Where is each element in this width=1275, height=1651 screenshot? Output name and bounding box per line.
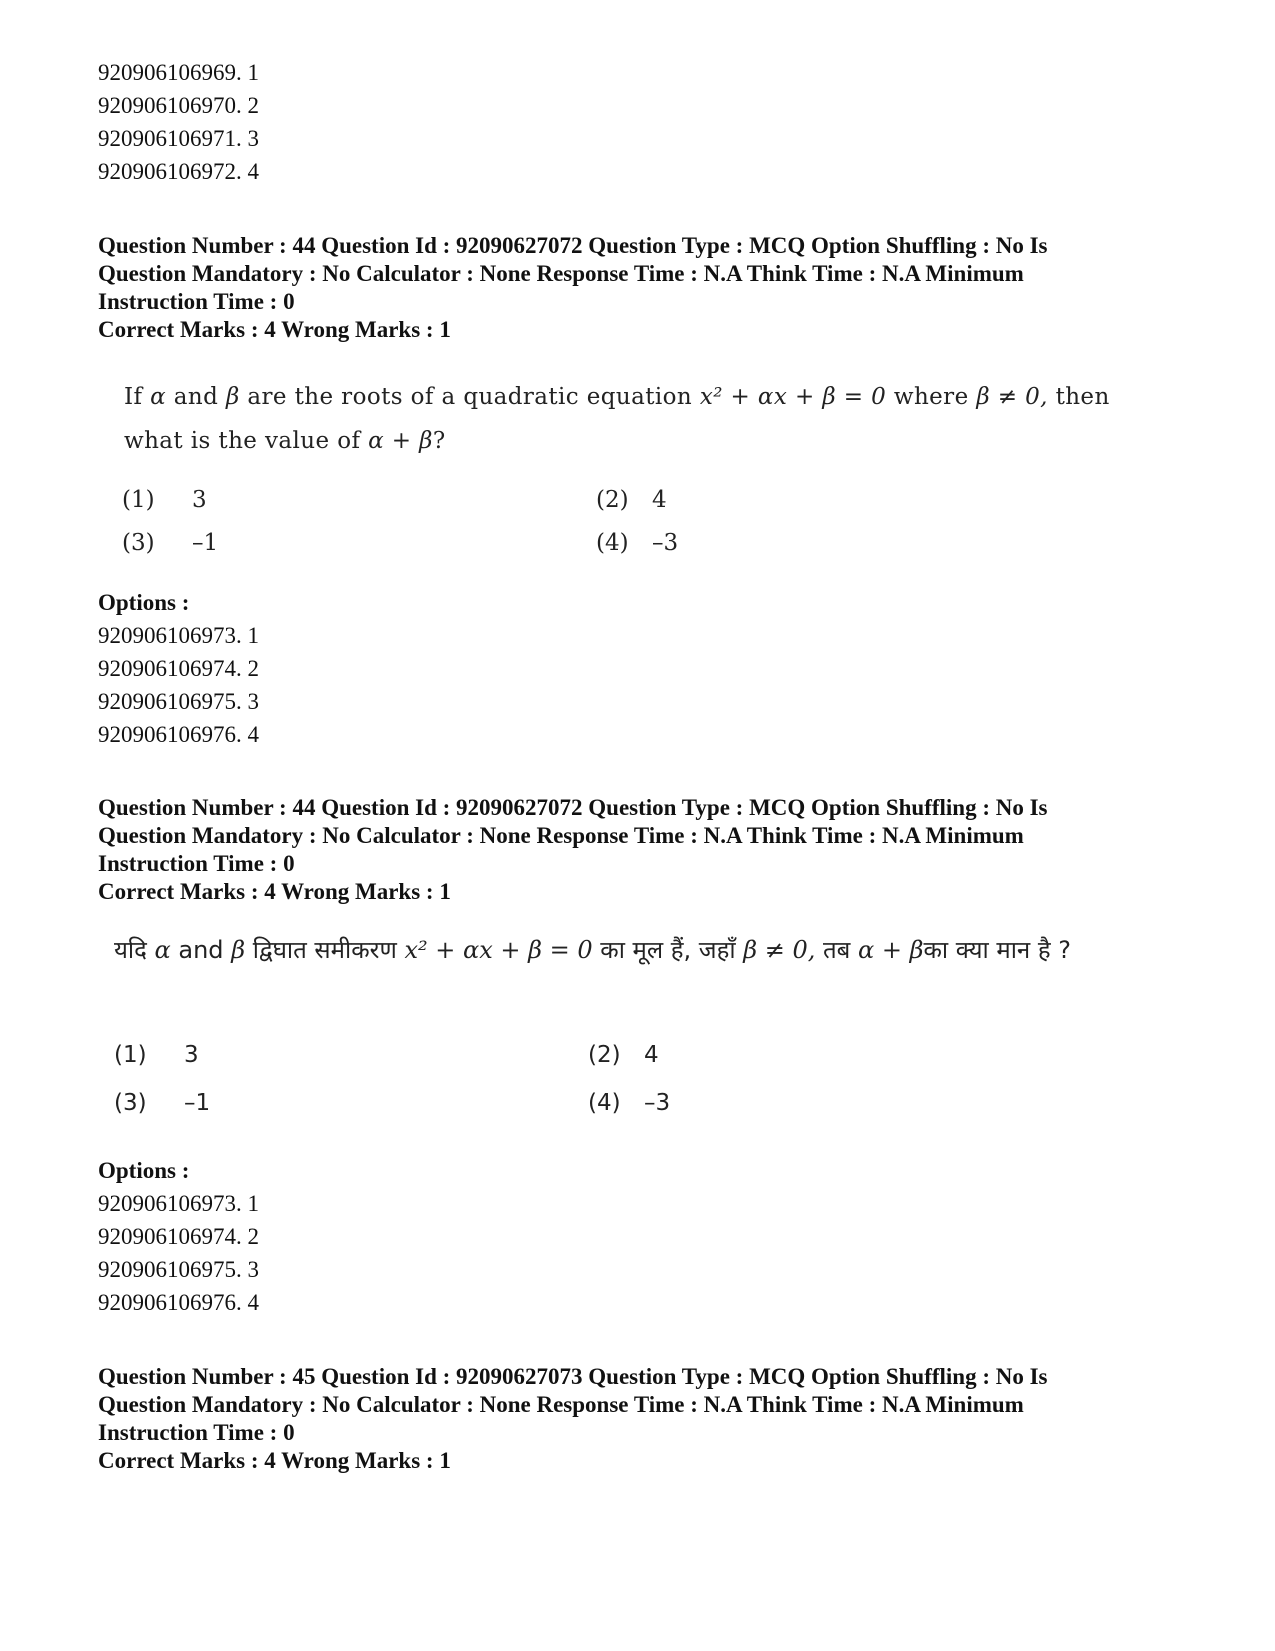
choice: (1) 3 xyxy=(122,487,207,513)
option-line: 920906106972. 4 xyxy=(98,159,259,184)
options-label: Options : xyxy=(98,1158,190,1183)
option-line: 920906106976. 4 xyxy=(98,1290,259,1315)
option-line: 920906106976. 4 xyxy=(98,722,259,747)
choice: (3) –1 xyxy=(114,1090,211,1116)
option-line: 920906106971. 3 xyxy=(98,126,259,151)
option-line: 920906106975. 3 xyxy=(98,689,259,714)
option-line: 920906106973. 1 xyxy=(98,1191,259,1216)
choice: (2) 4 xyxy=(596,487,667,513)
choice: (2) 4 xyxy=(588,1042,659,1068)
question-meta: Question Number : 44 Question Id : 92090627072 Question Type : MCQ Option Shuffling : No Is Question Mandatory : No Calculator : None Response Time : N.A Think Time : N.A Minimum Instruction Time : 0 xyxy=(98,795,1048,876)
option-line: 920906106974. 2 xyxy=(98,1224,259,1249)
option-line: 920906106970. 2 xyxy=(98,93,259,118)
question-meta: Question Number : 45 Question Id : 92090627073 Question Type : MCQ Option Shuffling : No Is Question Mandatory : No Calculator : None Response Time : N.A Think Time : N.A Minimum Instruction Time : 0 xyxy=(98,1364,1048,1445)
question-text: यदि α and β द्विघात समीकरण x² + αx + β = 0 का मूल हैं, जहाँ β ≠ 0, तब α + βका क्या मान है ? xyxy=(114,936,1072,964)
option-line: 920906106973. 1 xyxy=(98,623,259,648)
option-line: 920906106974. 2 xyxy=(98,656,259,681)
option-line: 920906106969. 1 xyxy=(98,60,259,85)
marks-line: Correct Marks : 4 Wrong Marks : 1 xyxy=(98,1448,451,1473)
question-meta: Question Number : 44 Question Id : 92090627072 Question Type : MCQ Option Shuffling : No Is Question Mandatory : No Calculator : None Response Time : N.A Think Time : N.A Minimum Instruction Time : 0 xyxy=(98,233,1048,314)
choice: (3) –1 xyxy=(122,530,219,556)
marks-line: Correct Marks : 4 Wrong Marks : 1 xyxy=(98,317,451,342)
option-line: 920906106975. 3 xyxy=(98,1257,259,1282)
options-label: Options : xyxy=(98,590,190,615)
marks-line: Correct Marks : 4 Wrong Marks : 1 xyxy=(98,879,451,904)
question-text: If α and β are the roots of a quadratic equation x² + αx + β = 0 where β ≠ 0, then what is the value of α + β? xyxy=(124,384,1110,454)
choice: (4) –3 xyxy=(588,1090,671,1116)
choice: (1) 3 xyxy=(114,1042,199,1068)
choice: (4) –3 xyxy=(596,530,679,556)
